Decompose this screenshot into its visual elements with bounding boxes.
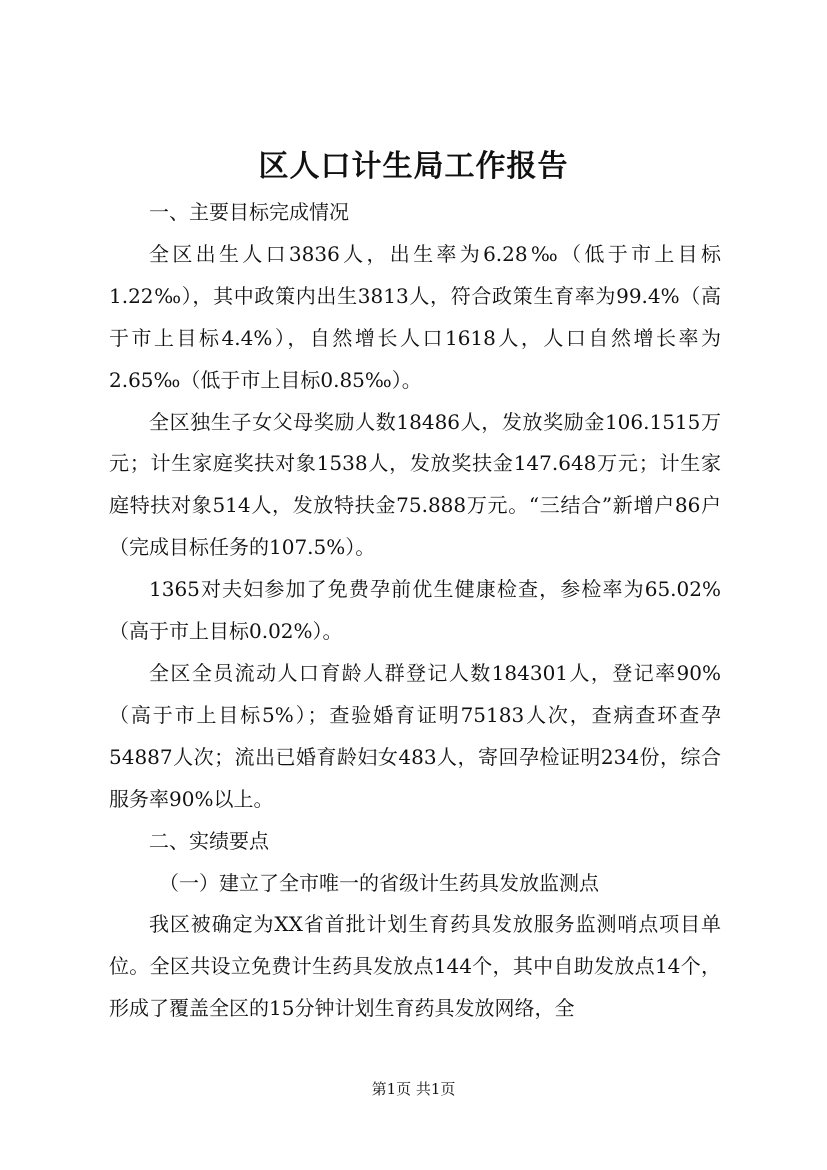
paragraph: 全区全员流动人口育龄人群登记人数184301人，登记率90%（高于市上目标5%）；查验婚育证明75183人次，查病查环查孕54887人次；流出已婚育龄妇女483人，寄回孕检证明234份，综合服务率90%以上。 bbox=[109, 660, 721, 811]
paragraph: 1365对夫妇参加了免费孕前优生健康检查，参检率为65.02%（高于市上目标0.02%）。 bbox=[109, 577, 721, 644]
paragraph: 全区独生子女父母奖励人数18486人，发放奖励金106.1515万元；计生家庭奖扶对象1538人，发放奖扶金147.648万元；计生家庭特扶对象514人，发放特扶金75.888万元。“三结合”新增户86户（完成目标任务的107.5%）。 bbox=[109, 409, 721, 560]
paragraph: 全区出生人口3836人，出生率为6.28‰（低于市上目标1.22‰），其中政策内出生3813人，符合政策生育率为99.4%（高于市上目标4.4%），自然增长人口1618人，人口自然增长率为2.65‰（低于市上目标0.85‰）。 bbox=[109, 241, 721, 392]
paragraph: （一）建立了全市唯一的省级计生药具发放监测点 bbox=[159, 870, 599, 895]
paragraph: 我区被确定为XX省首批计划生育药具发放服务监测哨点项目单位。全区共设立免费计生药具发放点144个，其中自助发放点14个，形成了覆盖全区的15分钟计划生育药具发放网络，全 bbox=[109, 912, 721, 1021]
paragraph: 二、实绩要点 bbox=[149, 828, 269, 853]
document-body bbox=[109, 192, 721, 1030]
page-title: 区人口计生局工作报告 bbox=[258, 149, 569, 184]
paragraph: 一、主要目标完成情况 bbox=[149, 200, 349, 224]
page-footer: 第1页 共1页 bbox=[371, 1080, 456, 1098]
